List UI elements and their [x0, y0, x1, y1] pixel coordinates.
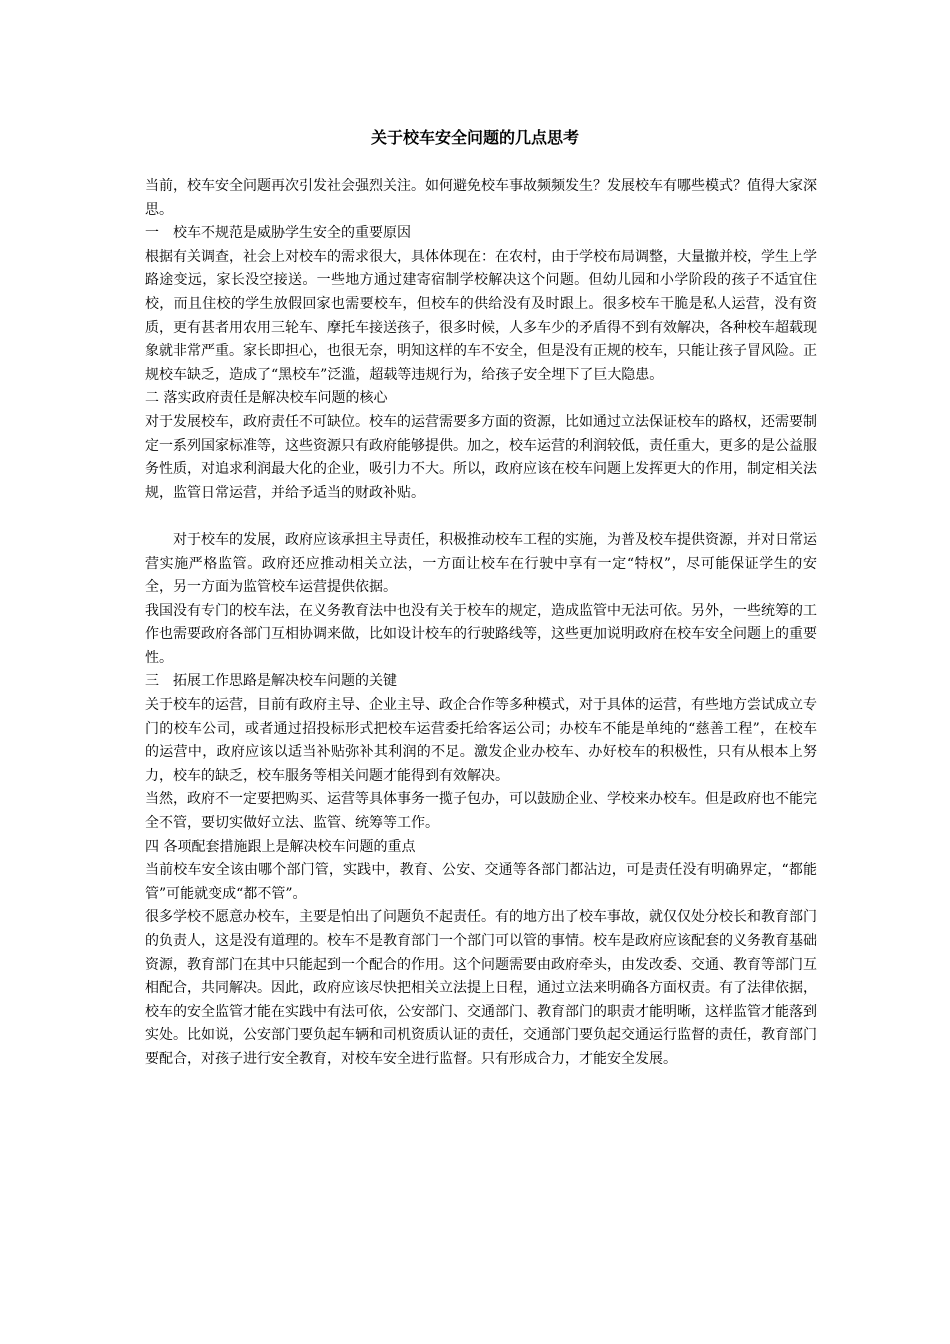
- paragraph-section-1: 根据有关调查，社会上对校车的需求很大，具体体现在：在农村，由于学校布局调整，大量撤并校，学生上学路途变远，家长没空接送。一些地方通过建寄宿制学校解决这个问题。但幼儿园和小学阶段的孩子不适宜住校，而且住校的学生放假回家也需要校车，但校车的供给没有及时跟上。很多校车干脆是私人运营，没有资质，更有甚者用农用三轮车、摩托车接送孩子，很多时候，人多车少的矛盾得不到有效解决，各种校车超载现象就非常严重。家长即担心，也很无奈，明知这样的车不安全，但是没有正规的校车，只能让孩子冒风险。正规校车缺乏，造成了“黑校车”泛滥，超载等违规行为，给孩子安全埋下了巨大隐患。: [145, 248, 817, 383]
- section-heading-2: 二 落实政府责任是解决校车问题的核心: [145, 390, 388, 407]
- document-title: 关于校车安全问题的几点思考: [370, 128, 579, 147]
- paragraph-section-4a: 当前校车安全该由哪个部门管，实践中，教育、公安、交通等各部门都沾边，可是责任没有明确界定，“都能管”可能就变成“都不管”。: [145, 862, 817, 902]
- paragraph-section-2b: 对于校车的发展，政府应该承担主导责任，积极推动校车工程的实施，为普及校车提供资源，并对日常运营实施严格监管。政府还应推动相关立法，一方面让校车在行驶中享有一定“特权”，尽可能保证学生的安全，另一方面为监管校车运营提供依据。: [145, 531, 817, 596]
- paragraph-section-3b: 当然，政府不一定要把购买、运营等具体事务一揽子包办，可以鼓励企业、学校来办校车。但是政府也不能完全不管，要切实做好立法、监管、统筹等工作。: [145, 791, 817, 832]
- paragraph-section-2a: 对于发展校车，政府责任不可缺位。校车的运营需要多方面的资源，比如通过立法保证校车的路权，还需要制定一系列国家标准等，这些资源只有政府能够提供。加之，校车运营的利润较低，责任重大，更多的是公益服务性质，对追求利润最大化的企业，吸引力不大。所以，政府应该在校车问题上发挥更大的作用，制定相关法规，监管日常运营，并给予适当的财政补贴。: [145, 413, 817, 501]
- paragraph-section-3a: 关于校车的运营，目前有政府主导、企业主导、政企合作等多种模式，对于具体的运营，有些地方尝试成立专门的校车公司，或者通过招投标形式把校车运营委托给客运公司；办校车不能是单纯的“慈善工程”，在校车的运营中，政府应该以适当补贴弥补其利润的不足。激发企业办校车、办好校车的积极性，只有从根本上努力，校车的缺乏，校车服务等相关问题才能得到有效解决。: [145, 697, 817, 784]
- paragraph-section-2c: 我国没有专门的校车法，在义务教育法中也没有关于校车的规定，造成监管中无法可依。另外，一些统筹的工作也需要政府各部门互相协调来做，比如设计校车的行驶路线等，这些更加说明政府在校车安全问题上的重要性。: [145, 602, 817, 666]
- section-heading-4: 四 各项配套措施跟上是解决校车问题的重点: [145, 838, 416, 855]
- blank-line: [145, 505, 817, 529]
- section-heading-3: 三 拓展工作思路是解决校车问题的关键: [145, 673, 397, 690]
- section-heading-1: 一 校车不规范是威胁学生安全的重要原因: [145, 225, 411, 242]
- paragraph-intro: 当前，校车安全问题再次引发社会强烈关注。如何避免校车事故频频发生？发展校车有哪些模式？值得大家深思。: [145, 178, 817, 218]
- paragraph-section-4b: 很多学校不愿意办校车，主要是怕出了问题负不起责任。有的地方出了校车事故，就仅仅处分校长和教育部门的负责人，这是没有道理的。校车不是教育部门一个部门可以管的事情。校车是政府应该配套的义务教育基础资源，教育部门在其中只能起到一个配合的作用。这个问题需要由政府牵头，由发改委、交通、教育等部门互相配合，共同解决。因此，政府应该尽快把相关立法提上日程，通过立法来明确各方面权责。有了法律依据，校车的安全监管才能在实践中有法可依，公安部门、交通部门、教育部门的职责才能明晰，这样监管才能落到实处。比如说，公安部门要负起车辆和司机资质认证的责任，交通部门要负起交通运行监督的责任，教育部门要配合，对孩子进行安全教育，对校车安全进行监督。只有形成合力，才能安全发展。: [145, 909, 817, 1067]
- document-body: [145, 175, 817, 1072]
